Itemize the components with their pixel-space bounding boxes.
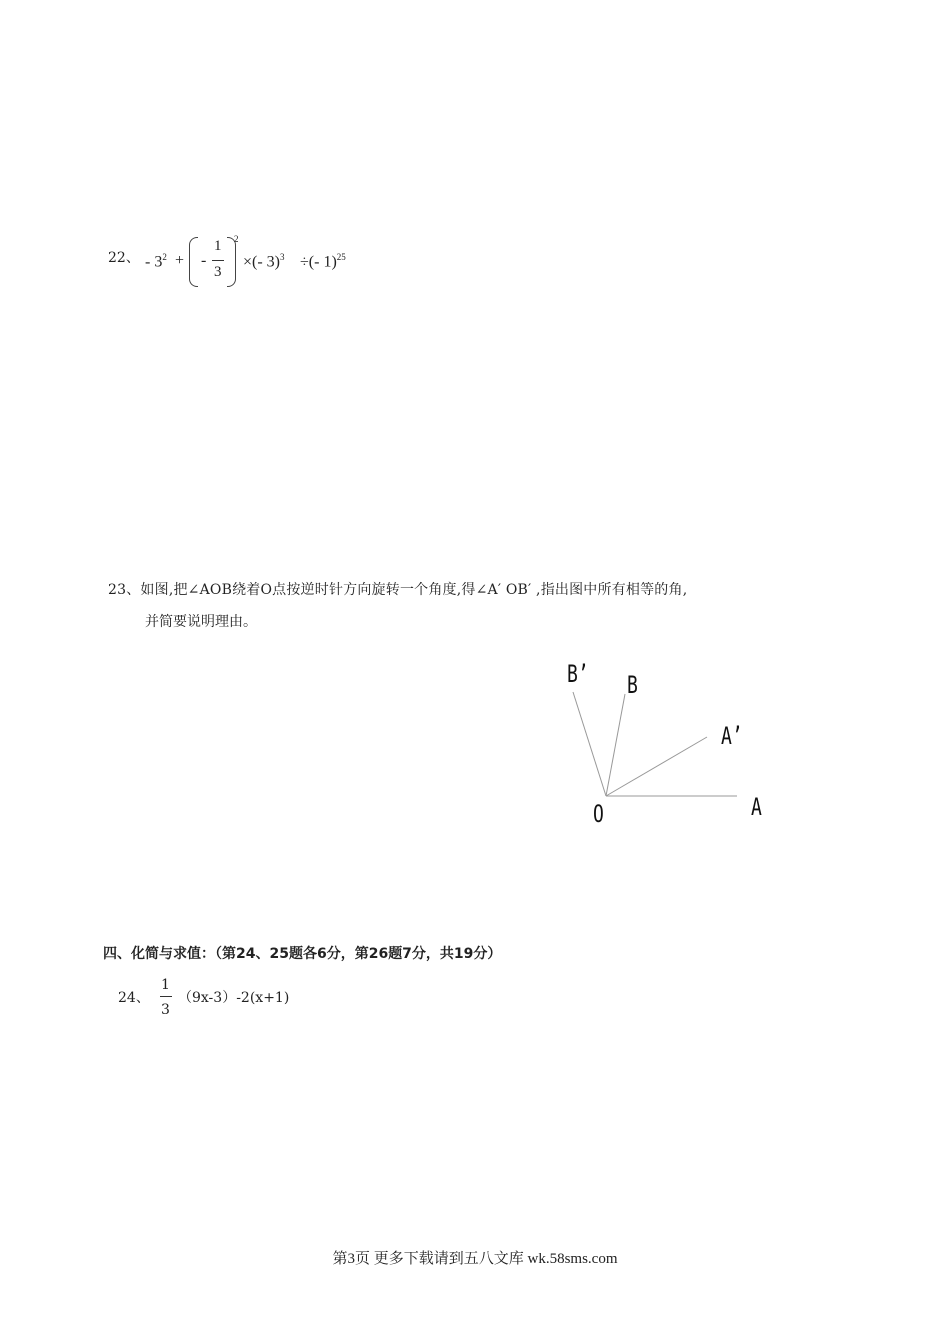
q22-term-divide: ÷(- 1)$^{25}$ bbox=[300, 252, 346, 271]
q22-left-paren bbox=[189, 237, 198, 287]
q22-frac-denominator: 3 bbox=[214, 264, 222, 280]
ray-OA-prime bbox=[606, 737, 707, 796]
question-23-line-2: 并简要说明理由。 bbox=[145, 614, 257, 630]
question-22-number: 22、 bbox=[108, 250, 140, 266]
q22-inner-minus: - bbox=[201, 252, 207, 269]
question-23-line-1: 23、如图,把∠AOB绕着O点按逆时针方向旋转一个角度,得∠A′ OB′ ,指出图中所有相等的角, bbox=[108, 582, 688, 598]
q22-paren-exponent: 2 bbox=[234, 234, 239, 244]
q24-frac-numerator: 1 bbox=[161, 977, 170, 993]
label-A-prime: A’ bbox=[721, 722, 743, 750]
q24-frac-bar bbox=[160, 996, 172, 997]
label-B: B bbox=[627, 671, 638, 699]
ray-OB-prime bbox=[573, 692, 606, 796]
q24-expression: （9x-3）-2(x+1) bbox=[178, 990, 290, 1006]
q22-frac-numerator: 1 bbox=[214, 238, 222, 254]
ray-OB bbox=[606, 694, 625, 796]
label-O: O bbox=[593, 800, 604, 828]
q22-right-paren bbox=[227, 237, 236, 287]
section-4-heading: 四、化简与求值：（第24、25题各6分，第26题7分，共19分） bbox=[103, 946, 502, 962]
page-footer: 第3页 更多下载请到五八文库 wk.58sms.com bbox=[332, 1251, 618, 1267]
q22-plus: + bbox=[175, 252, 185, 269]
question-24-number: 24、 bbox=[118, 990, 150, 1006]
q24-frac-denominator: 3 bbox=[161, 1002, 170, 1018]
rotation-angle-figure bbox=[540, 650, 800, 840]
label-A: A bbox=[751, 793, 762, 821]
q22-frac-bar bbox=[212, 260, 224, 261]
label-B-prime: B’ bbox=[567, 660, 589, 688]
q22-term-times: ×(- 3)$^3$ bbox=[243, 252, 285, 271]
q22-term-neg-3: - $3^2$ bbox=[145, 252, 167, 271]
